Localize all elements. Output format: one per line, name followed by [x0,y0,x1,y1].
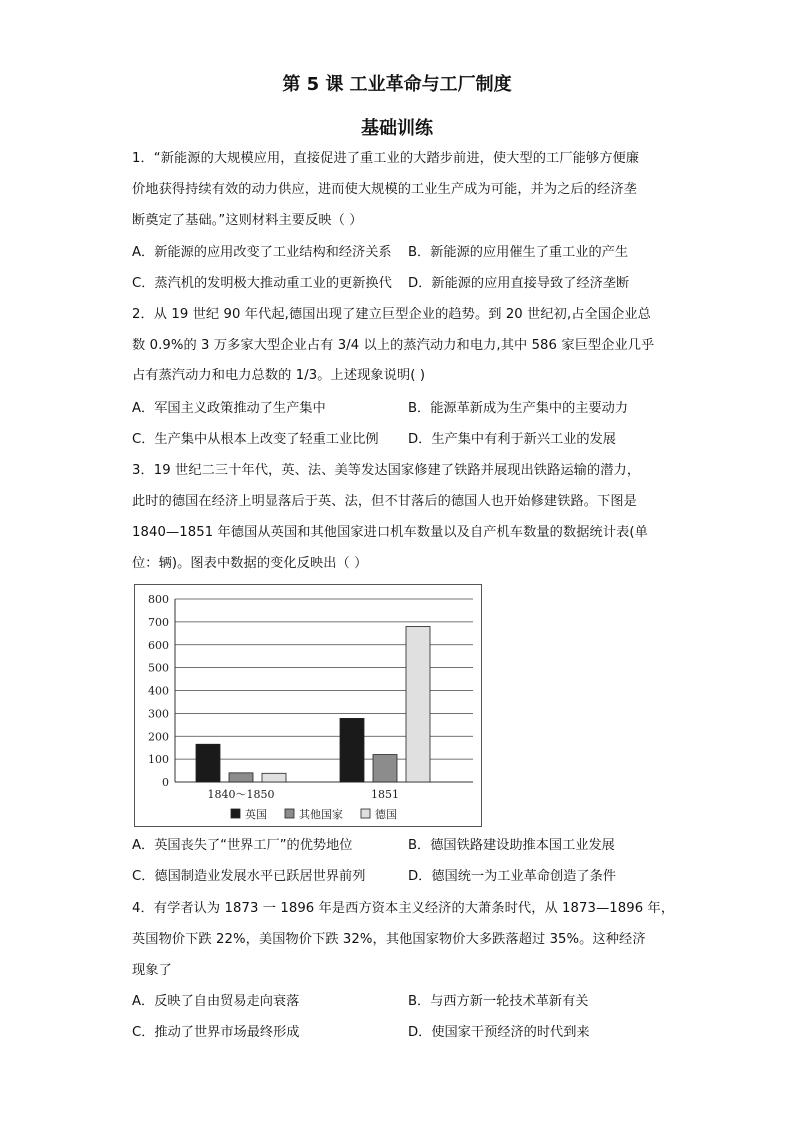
locomotive-bar-chart [134,584,482,827]
question-1-option-b[interactable]: B．新能源的应用催生了重工业的产生 [408,245,629,260]
chart-y-tick-label: 600 [148,638,169,652]
chart-x-axis-labels [208,788,400,801]
question-3-line-4: 位：辆)。图表中数据的变化反映出（ ） [132,556,368,571]
chart-x-tick-label: 1851 [371,788,399,801]
question-4-line-1: 4．有学者认为 1873 一 1896 年是西方资本主义经济的大萧条时代，从 1873—1896 年， [132,901,675,916]
question-4-option-c[interactable]: C．推动了世界市场最终形成 [132,1025,300,1040]
chart-y-tick-label: 700 [148,615,169,629]
question-3-line-3: 1840—1851 年德国从英国和其他国家进口机车数量以及自产机车数量的数据统计表(单 [132,525,648,540]
chart-y-tick-label: 300 [148,707,169,721]
lesson-title: 第 5 课 工业革命与工厂制度 [282,74,512,95]
chart-y-tick-label: 200 [148,730,169,744]
question-4-option-b[interactable]: B．与西方新一轮技术革新有关 [408,994,589,1009]
chart-legend-swatch [285,809,294,818]
chart-bar [373,755,397,782]
chart-legend [231,807,397,821]
question-4-line-2: 英国物价下跌 22%，美国物价下跌 32%，其他国家物价大多跌落超过 35%。这种经济 [132,932,646,947]
question-1-option-d[interactable]: D．新能源的应用直接导致了经济垄断 [408,276,630,291]
chart-bars [196,626,430,782]
chart-y-tick-label: 800 [148,593,169,606]
chart-legend-label: 德国 [375,808,397,821]
chart-svg [135,585,481,826]
chart-x-tick-label: 1840～1850 [207,788,275,801]
chart-bar [262,773,286,782]
section-title: 基础训练 [361,118,433,139]
chart-bar [229,773,253,782]
chart-bar [406,626,430,782]
question-1-line-2: 价地获得持续有效的动力供应，进而使大规模的工业生产成为可能，并为之后的经济垄 [132,182,637,197]
chart-y-tick-label: 100 [148,753,169,767]
question-1-option-a[interactable]: A．新能源的应用改变了工业结构和经济关系 [132,245,392,260]
question-2-line-3: 占有蒸汽动力和电力总数的 1/3。上述现象说明( ) [132,368,426,383]
question-4-option-a[interactable]: A．反映了自由贸易走向衰落 [132,994,300,1009]
chart-legend-swatch [361,809,370,818]
chart-y-tick-label: 500 [148,661,169,675]
chart-bar [340,718,364,782]
question-3-line-2: 此时的德国在经济上明显落后于英、法，但不甘落后的德国人也开始修建铁路。下图是 [132,494,637,509]
question-2-option-d[interactable]: D．生产集中有利于新兴工业的发展 [408,432,616,447]
question-3-line-1: 3．19 世纪二三十年代，英、法、美等发达国家修建了铁路并展现出铁路运输的潜力， [132,463,641,478]
chart-y-axis-ticks [148,593,169,789]
question-4-option-d[interactable]: D．使国家干预经济的时代到来 [408,1025,590,1040]
chart-legend-label: 其他国家 [299,808,343,821]
question-3-option-b[interactable]: B．德国铁路建设助推本国工业发展 [408,838,615,853]
question-1-option-c[interactable]: C．蒸汽机的发明极大推动重工业的更新换代 [132,276,392,291]
chart-y-tick-label: 0 [162,776,169,789]
question-3-option-a[interactable]: A．英国丧失了“世界工厂”的优势地位 [132,838,353,853]
chart-bar [196,744,220,782]
chart-y-tick-label: 400 [148,684,169,698]
question-3-option-c[interactable]: C．德国制造业发展水平已跃居世界前列 [132,869,366,884]
question-3-option-d[interactable]: D．德国统一为工业革命创造了条件 [408,869,616,884]
question-2-line-1: 2．从 19 世纪 90 年代起,德国出现了建立巨型企业的趋势。到 20 世纪初,占全国企业总 [132,307,651,322]
question-2-option-c[interactable]: C．生产集中从根本上改变了轻重工业比例 [132,432,379,447]
question-4-line-3: 现象了 [132,963,172,978]
question-2-option-a[interactable]: A．军国主义政策推动了生产集中 [132,401,326,416]
question-2-option-b[interactable]: B．能源革新成为生产集中的主要动力 [408,401,629,416]
chart-legend-swatch [231,809,240,818]
question-1-line-3: 断奠定了基础。”这则材料主要反映（ ） [132,213,363,228]
question-2-line-2: 数 0.9%的 3 万多家大型企业占有 3/4 以上的蒸汽动力和电力,其中 586 家巨型企业几乎 [132,338,655,353]
question-1-line-1: 1．“新能源的大规模应用，直接促进了重工业的大踏步前进，使大型的工厂能够方便廉 [132,151,640,166]
chart-legend-label: 英国 [245,808,267,821]
